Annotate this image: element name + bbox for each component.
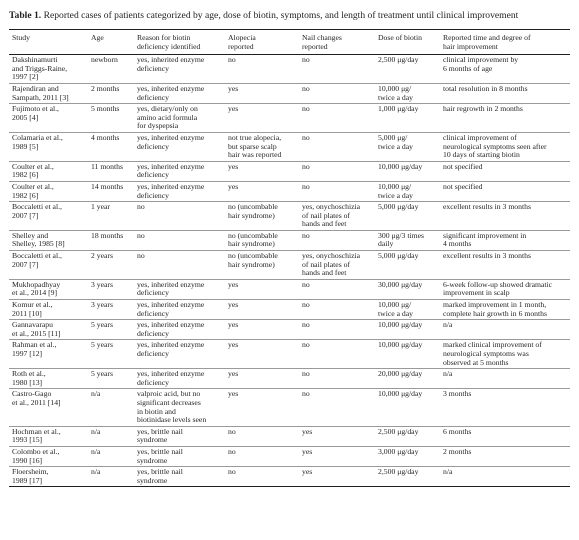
biotin-cases-table	[9, 29, 570, 487]
cell-hair-improvement: marked improvement in 1 month, complete hair growth in 6 months	[443, 300, 547, 318]
cell-nail-changes: no	[302, 55, 310, 65]
cell-nail-changes: no	[302, 230, 310, 240]
cell-nail-changes: no	[302, 104, 310, 114]
cell-hair-improvement: excellent results in 3 months	[443, 251, 531, 261]
cell-reason: yes, inherited enzyme deficiency	[137, 55, 205, 73]
cell-nail-changes: yes, onychoschizia of nail plates of hands and feet	[302, 251, 361, 278]
table-row	[9, 300, 570, 320]
cell-dose: 3,000 μg/day	[378, 446, 419, 456]
cell-study: Dakshinamurti and Triggs-Raine, 1997 [2]	[12, 55, 68, 82]
cell-reason: yes, inherited enzyme deficiency	[137, 369, 205, 387]
cell-age: n/a	[91, 446, 101, 456]
cell-alopecia: yes	[228, 320, 239, 330]
cell-study: Colamaria et al., 1989 [5]	[12, 132, 63, 151]
cell-study: Shelley and Shelley, 1985 [8]	[12, 230, 65, 249]
cell-age: 5 years	[91, 320, 113, 330]
cell-age: 5 years	[91, 340, 113, 350]
cell-age: 2 years	[91, 251, 113, 261]
table-header	[9, 30, 570, 55]
cell-reason: yes, inherited enzyme deficiency	[137, 320, 205, 338]
cell-age: newborn	[91, 55, 118, 65]
cell-hair-improvement: n/a	[443, 467, 453, 477]
cell-alopecia: no (uncombable hair syndrome)	[228, 230, 278, 249]
cell-alopecia: yes	[228, 181, 239, 191]
cell-age: n/a	[91, 426, 101, 436]
cell-alopecia: not true alopecia, but sparse scalp hair was reported	[228, 132, 282, 160]
cell-dose: 30,000 μg/day	[378, 279, 423, 289]
cell-reason: yes, inherited enzyme deficiency	[137, 83, 205, 102]
cell-study: Roth et al., 1980 [13]	[12, 369, 46, 387]
cell-study: Hochman et al., 1993 [15]	[12, 426, 61, 445]
table-row	[9, 104, 570, 133]
cell-study: Rajendiran and Sampath, 2011 [3]	[12, 83, 69, 102]
table-caption-label: Table 1.	[9, 10, 42, 21]
cell-nail-changes: no	[302, 369, 310, 379]
table-row	[9, 55, 570, 84]
cell-alopecia: no (uncombable hair syndrome)	[228, 251, 278, 269]
cell-alopecia: yes	[228, 389, 239, 399]
cell-age: n/a	[91, 389, 101, 399]
cell-nail-changes: yes	[302, 426, 313, 436]
cell-age: 3 years	[91, 279, 113, 289]
cell-age: 5 years	[91, 369, 113, 379]
cell-dose: 2,500 μg/day	[378, 467, 419, 477]
cell-reason: yes, dietary/only on amino acid formula for dyspepsia	[137, 104, 198, 131]
table-row	[9, 446, 570, 466]
cell-age: 1 year	[91, 202, 110, 212]
column-header-study: Study	[12, 33, 30, 42]
cell-nail-changes: no	[302, 279, 310, 289]
cell-reason: yes, inherited enzyme deficiency	[137, 279, 205, 298]
cell-alopecia: yes	[228, 279, 239, 289]
cell-hair-improvement: n/a	[443, 369, 453, 379]
cell-dose: 10,000 μg/ twice a day	[378, 83, 414, 102]
cell-study: Mukhopadhyay et al., 2014 [9]	[12, 279, 61, 298]
cell-reason: no	[137, 230, 145, 240]
cell-age: 14 months	[91, 181, 124, 191]
table-row	[9, 251, 570, 280]
cell-study: Rahman et al., 1997 [12]	[12, 340, 57, 358]
cell-alopecia: no	[228, 446, 236, 456]
table-row	[9, 369, 570, 389]
cell-nail-changes: no	[302, 83, 310, 93]
cell-alopecia: yes	[228, 161, 239, 171]
cell-reason: yes, inherited enzyme deficiency	[137, 340, 205, 358]
table-row	[9, 161, 570, 181]
cell-alopecia: yes	[228, 340, 239, 350]
cell-reason: no	[137, 251, 145, 261]
cell-nail-changes: no	[302, 389, 310, 399]
cell-alopecia: no	[228, 426, 236, 436]
cell-nail-changes: no	[302, 132, 310, 142]
table-row	[9, 467, 570, 487]
table-row	[9, 202, 570, 231]
cell-hair-improvement: marked clinical improvement of neurological symptoms was observed at 5 months	[443, 340, 542, 367]
cell-dose: 10,000 μg/day	[378, 389, 423, 399]
cell-study: Fujimoto et al., 2005 [4]	[12, 104, 59, 122]
cell-reason: yes, brittle nail syndrome	[137, 467, 183, 485]
cell-study: Castro-Gago et al., 2011 [14]	[12, 389, 61, 407]
cell-dose: 5,000 μg/day	[378, 251, 419, 261]
cell-dose: 10,000 μg/ twice a day	[378, 181, 414, 200]
cell-dose: 10,000 μg/ twice a day	[378, 300, 414, 318]
cell-study: Boccaletti et al., 2007 [7]	[12, 251, 62, 269]
header-row	[9, 30, 570, 55]
cell-study: Floersheim, 1989 [17]	[12, 467, 49, 485]
cell-age: 18 months	[91, 230, 124, 240]
cell-hair-improvement: clinical improvement of neurological symptoms seen after 10 days of starting biotin	[443, 132, 547, 160]
cell-hair-improvement: 2 months	[443, 446, 472, 456]
cell-age: 3 years	[91, 300, 113, 310]
cell-hair-improvement: n/a	[443, 320, 453, 330]
table-body	[9, 55, 570, 487]
cell-reason: yes, inherited enzyme deficiency	[137, 132, 205, 151]
cell-age: 11 months	[91, 161, 123, 171]
cell-alopecia: yes	[228, 104, 239, 114]
column-header-age: Age	[91, 33, 104, 42]
table-row	[9, 426, 570, 446]
cell-hair-improvement: 6-week follow-up showed dramatic improvement in scalp	[443, 279, 553, 298]
cell-dose: 2,500 μg/day	[378, 426, 419, 436]
cell-hair-improvement: significant improvement in 4 months	[443, 230, 527, 249]
cell-age: n/a	[91, 467, 101, 477]
cell-reason: yes, brittle nail syndrome	[137, 446, 183, 465]
cell-hair-improvement: clinical improvement by 6 months of age	[443, 55, 519, 73]
cell-reason: valproic acid, but no significant decreases in biotin and biotinidase levels seen	[137, 389, 207, 425]
cell-dose: 5,000 μg/day	[378, 202, 419, 212]
cell-nail-changes: no	[302, 300, 310, 310]
cell-hair-improvement: not specified	[443, 181, 483, 191]
cell-dose: 10,000 μg/day	[378, 340, 423, 350]
cell-age: 5 months	[91, 104, 120, 114]
cell-nail-changes: yes, onychoschizia of nail plates of hands and feet	[302, 202, 361, 229]
cell-alopecia: no	[228, 467, 236, 477]
cell-study: Coulter et al., 1982 [6]	[12, 161, 54, 180]
column-header-nail-changes: Nail changes reported	[302, 33, 342, 51]
cell-study: Coulter et al., 1982 [6]	[12, 181, 54, 200]
table-row	[9, 83, 570, 103]
cell-reason: yes, inherited enzyme deficiency	[137, 161, 205, 180]
cell-dose: 10,000 μg/day	[378, 320, 423, 330]
cell-nail-changes: no	[302, 181, 310, 191]
cell-hair-improvement: total resolution in 8 months	[443, 83, 528, 93]
cell-study: Boccaletti et al., 2007 [7]	[12, 202, 62, 220]
table-row	[9, 320, 570, 340]
cell-dose: 2,500 μg/day	[378, 55, 419, 65]
cell-hair-improvement: excellent results in 3 months	[443, 202, 531, 212]
column-header-reason: Reason for biotin deficiency identified	[137, 33, 201, 51]
cell-reason: yes, inherited enzyme deficiency	[137, 300, 205, 318]
column-header-alopecia: Alopecia reported	[228, 33, 256, 51]
cell-nail-changes: yes	[302, 467, 313, 477]
cell-hair-improvement: 3 months	[443, 389, 472, 399]
cell-alopecia: yes	[228, 300, 239, 310]
cell-nail-changes: no	[302, 161, 310, 171]
cell-reason: yes, inherited enzyme deficiency	[137, 181, 205, 200]
table-row	[9, 279, 570, 299]
cell-nail-changes: yes	[302, 446, 313, 456]
cell-alopecia: yes	[228, 83, 239, 93]
table-row	[9, 340, 570, 369]
cell-dose: 5,000 μg/ twice a day	[378, 132, 414, 151]
cell-nail-changes: no	[302, 320, 310, 330]
table-caption	[9, 10, 570, 22]
cell-age: 4 months	[91, 132, 120, 142]
cell-hair-improvement: hair regrowth in 2 months	[443, 104, 523, 114]
table-row	[9, 230, 570, 250]
cell-hair-improvement: 6 months	[443, 426, 472, 436]
cell-reason: yes, brittle nail syndrome	[137, 426, 183, 445]
cell-dose: 20,000 μg/day	[378, 369, 423, 379]
cell-dose: 300 μg/3 times daily	[378, 230, 424, 249]
cell-study: Gannavarapu et al., 2015 [11]	[12, 320, 61, 338]
cell-alopecia: no	[228, 55, 236, 65]
column-header-hair-improvement: Reported time and degree of hair improvement	[443, 33, 531, 51]
table-row	[9, 132, 570, 161]
cell-alopecia: yes	[228, 369, 239, 379]
table-row	[9, 181, 570, 201]
cell-study: Colombo et al., 1990 [16]	[12, 446, 60, 465]
cell-alopecia: no (uncombable hair syndrome)	[228, 202, 278, 220]
cell-dose: 1,000 μg/day	[378, 104, 419, 114]
cell-age: 2 months	[91, 83, 120, 93]
cell-hair-improvement: not specified	[443, 161, 483, 171]
cell-study: Komur et al., 2011 [10]	[12, 300, 53, 318]
table-caption-text: Reported cases of patients categorized by age, dose of biotin, symptoms, and length of treatment until clinical improvement	[41, 10, 519, 21]
column-header-dose: Dose of biotin	[378, 33, 422, 42]
cell-nail-changes: no	[302, 340, 310, 350]
cell-reason: no	[137, 202, 145, 212]
table-row	[9, 389, 570, 426]
cell-dose: 10,000 μg/day	[378, 161, 423, 171]
